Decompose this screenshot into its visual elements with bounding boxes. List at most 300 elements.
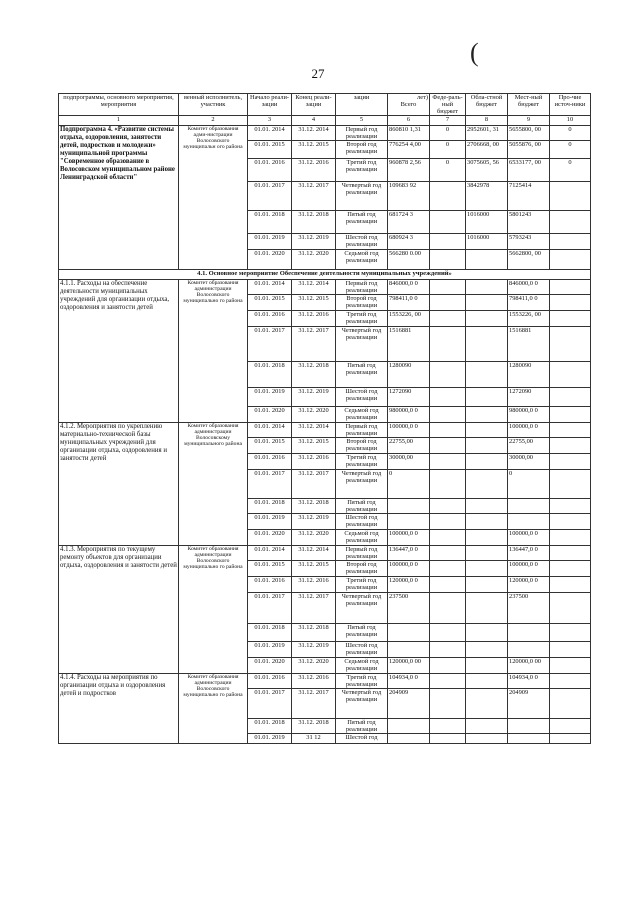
other-value (550, 658, 591, 674)
federal-value: 0 (430, 126, 466, 141)
header-years-label: лет) (417, 94, 428, 101)
other-value (550, 211, 591, 234)
local-value: 1280090 (508, 362, 550, 388)
federal-value (430, 327, 466, 362)
local-value (508, 499, 550, 514)
end-date: 31.12. 2019 (292, 388, 336, 407)
federal-value (430, 734, 466, 744)
regional-value (466, 561, 508, 577)
start-date: 01.01. 2017 (248, 327, 292, 362)
end-date: 31.12. 2020 (292, 658, 336, 674)
stage-label: Третий год реализации (336, 159, 388, 182)
regional-value: 3075605, 56 (466, 159, 508, 182)
start-date: 01.01. 2016 (248, 674, 292, 689)
start-date: 01.01. 2017 (248, 182, 292, 211)
end-date: 31.12. 2019 (292, 234, 336, 250)
table-row (59, 280, 591, 295)
federal-value (430, 388, 466, 407)
federal-value (430, 423, 466, 438)
column-number: 10 (550, 116, 591, 126)
local-value: 136447,0 0 (508, 546, 550, 561)
federal-value (430, 499, 466, 514)
stage-label: Шестой год реализации (336, 514, 388, 530)
local-value: 237500 (508, 593, 550, 624)
local-value: 120000,0 0 (508, 577, 550, 593)
end-date: 31.12. 2017 (292, 593, 336, 624)
other-value (550, 454, 591, 470)
federal-value: 0 (430, 159, 466, 182)
local-value (508, 642, 550, 658)
local-value: 204909 (508, 689, 550, 719)
stage-label: Седьмой год реализации (336, 250, 388, 270)
measure-name: 4.1.2. Мероприятия по укреплению материально-технической базы муниципальных учреждений для организации отдыха, оздоровления и занятости детей (59, 423, 179, 546)
start-date: 01.01. 2017 (248, 689, 292, 719)
other-value (550, 546, 591, 561)
stage-label: Третий год реализации (336, 454, 388, 470)
federal-value (430, 593, 466, 624)
other-value: 0 (550, 159, 591, 182)
total-value: 798411,0 0 (388, 295, 430, 311)
header-cell-federal: Феде-раль-ный бюджет (430, 94, 466, 116)
total-value: 30000,00 (388, 454, 430, 470)
start-date: 01.01. 2020 (248, 658, 292, 674)
regional-value (466, 470, 508, 499)
local-value: 7125414 (508, 182, 550, 211)
stage-label: Третий год реализации (336, 674, 388, 689)
start-date: 01.01. 2015 (248, 295, 292, 311)
stage-label: Первый год реализации (336, 280, 388, 295)
federal-value (430, 546, 466, 561)
start-date: 01.01. 2019 (248, 234, 292, 250)
measure-executor: Комитет образования администрации Волосовского муниципально го района (179, 674, 248, 744)
federal-value: 0 (430, 141, 466, 159)
start-date: 01.01. 2020 (248, 407, 292, 423)
federal-value (430, 561, 466, 577)
start-date: 01.01. 2018 (248, 499, 292, 514)
start-date: 01.01. 2016 (248, 577, 292, 593)
federal-value (430, 182, 466, 211)
federal-value (430, 530, 466, 546)
regional-value (466, 295, 508, 311)
local-value: 6533177, 00 (508, 159, 550, 182)
start-date: 01.01. 2014 (248, 546, 292, 561)
start-date: 01.01. 2014 (248, 126, 292, 141)
end-date: 31.12. 2014 (292, 546, 336, 561)
local-value: 846000,0 0 (508, 280, 550, 295)
regional-value (466, 388, 508, 407)
total-value: 22755,00 (388, 438, 430, 454)
start-date: 01.01. 2015 (248, 561, 292, 577)
stage-label: Пятый год реализации (336, 362, 388, 388)
total-value (388, 642, 430, 658)
header-cell-name: подпрограммы, основного мероприятия, мероприятия (59, 94, 179, 116)
total-value (388, 624, 430, 642)
start-date: 01.01. 2019 (248, 388, 292, 407)
other-value (550, 280, 591, 295)
measure-executor: Комитет образования администрации Волосовского муниципально го района (179, 280, 248, 423)
other-value (550, 327, 591, 362)
other-value (550, 674, 591, 689)
end-date: 31.12. 2016 (292, 159, 336, 182)
local-value: 100000,0 0 (508, 561, 550, 577)
measure-name: 4.1.1. Расходы на обеспечение деятельности муниципальных учреждений для организации отдыха, оздоровления и занятости детей (59, 280, 179, 423)
section-title: 4.1. Основное мероприятие Обеспечение деятельности муниципальных учреждений» (59, 270, 591, 280)
local-value: 22755,00 (508, 438, 550, 454)
header-cell-start: Начало реали-зации (248, 94, 292, 116)
regional-value (466, 499, 508, 514)
stage-label: Первый год реализации (336, 126, 388, 141)
other-value (550, 311, 591, 327)
other-value (550, 624, 591, 642)
regional-value (466, 362, 508, 388)
total-value: 1272090 (388, 388, 430, 407)
other-value (550, 577, 591, 593)
federal-value (430, 362, 466, 388)
federal-value (430, 689, 466, 719)
total-value (388, 734, 430, 744)
end-date: 31 12 (292, 734, 336, 744)
end-date: 31.12. 2020 (292, 407, 336, 423)
column-number: 9 (508, 116, 550, 126)
header-row (59, 94, 591, 116)
end-date: 31.12. 2015 (292, 438, 336, 454)
total-value: 204909 (388, 689, 430, 719)
column-number: 4 (292, 116, 336, 126)
header-cell-local: Мест-ный бюджет (508, 94, 550, 116)
end-date: 31.12. 2019 (292, 514, 336, 530)
stage-label: Третий год реализации (336, 311, 388, 327)
stage-label: Седьмой год реализации (336, 530, 388, 546)
local-value (508, 514, 550, 530)
header-cell-end: Конец реали-зации (292, 94, 336, 116)
measure-name: 4.1.4. Расходы на мероприятия по организации отдыха и оздоровления детей и подростков (59, 674, 179, 744)
end-date: 31.12. 2014 (292, 126, 336, 141)
regional-value (466, 689, 508, 719)
measure-executor: Комитет образования администрации Волосовскому муниципального района (179, 423, 248, 546)
table-row (59, 674, 591, 689)
regional-value: 2706668, 00 (466, 141, 508, 159)
table-row (59, 546, 591, 561)
stage-label: Первый год реализации (336, 546, 388, 561)
local-value: 980000,0 0 (508, 407, 550, 423)
regional-value: 3842978 (466, 182, 508, 211)
regional-value (466, 624, 508, 642)
table-row (59, 126, 591, 141)
end-date: 31.12. 2018 (292, 499, 336, 514)
subprogram-name: Подпрограмма 4. «Развитие системы отдыха, оздоровления, занятости детей, подростков и молодежи» муниципальной программы "Современное образование в Волосовском муниципальном районе Ленинградской области" (59, 126, 179, 270)
column-number-row (59, 116, 591, 126)
end-date: 31.12. 2017 (292, 470, 336, 499)
regional-value (466, 719, 508, 734)
total-value: 100000,0 0 (388, 530, 430, 546)
other-value (550, 362, 591, 388)
federal-value (430, 234, 466, 250)
local-value: 798411,0 0 (508, 295, 550, 311)
federal-value (430, 280, 466, 295)
stage-label: Пятый год реализации (336, 624, 388, 642)
column-number: 6 (388, 116, 430, 126)
regional-value: 1016000 (466, 234, 508, 250)
end-date: 31.12. 2015 (292, 561, 336, 577)
total-value: 109683 92 (388, 182, 430, 211)
other-value (550, 388, 591, 407)
end-date: 31.12. 2014 (292, 423, 336, 438)
regional-value (466, 546, 508, 561)
measure-executor: Комитет образования администрации Волосовского муниципально го района (179, 546, 248, 674)
start-date: 01.01. 2019 (248, 734, 292, 744)
start-date: 01.01. 2019 (248, 642, 292, 658)
local-value: 5793243 (508, 234, 550, 250)
start-date: 01.01. 2015 (248, 141, 292, 159)
stage-label: Второй год реализации (336, 438, 388, 454)
end-date: 31.12. 2015 (292, 295, 336, 311)
start-date: 01.01. 2017 (248, 470, 292, 499)
end-date: 31.12. 2017 (292, 182, 336, 211)
regional-value (466, 438, 508, 454)
stage-label: Четвертый год реализации (336, 593, 388, 624)
end-date: 31.12. 2017 (292, 327, 336, 362)
regional-value (466, 407, 508, 423)
other-value (550, 642, 591, 658)
end-date: 31.12. 2019 (292, 642, 336, 658)
local-value: 0 (508, 470, 550, 499)
other-value (550, 470, 591, 499)
start-date: 01.01. 2018 (248, 362, 292, 388)
stage-label: Пятый год реализации (336, 719, 388, 734)
start-date: 01.01. 2020 (248, 530, 292, 546)
local-value: 30000,00 (508, 454, 550, 470)
stage-label: Пятый год реализации (336, 211, 388, 234)
federal-value (430, 454, 466, 470)
other-value (550, 499, 591, 514)
federal-value (430, 642, 466, 658)
section-row (59, 270, 591, 280)
federal-value (430, 674, 466, 689)
other-value (550, 593, 591, 624)
end-date: 31.12. 2018 (292, 719, 336, 734)
regional-value (466, 530, 508, 546)
column-number: 3 (248, 116, 292, 126)
local-value: 5662800, 00 (508, 250, 550, 270)
total-value (388, 499, 430, 514)
other-value (550, 514, 591, 530)
other-value (550, 530, 591, 546)
start-date: 01.01. 2018 (248, 719, 292, 734)
local-value: 5055876, 00 (508, 141, 550, 159)
local-value (508, 719, 550, 734)
budget-table (58, 93, 591, 744)
local-value: 1272090 (508, 388, 550, 407)
stage-label: Седьмой год реализации (336, 407, 388, 423)
total-value (388, 719, 430, 734)
regional-value (466, 327, 508, 362)
regional-value (466, 311, 508, 327)
start-date: 01.01. 2018 (248, 211, 292, 234)
federal-value (430, 719, 466, 734)
end-date: 31.12. 2016 (292, 454, 336, 470)
local-value: 5655800, 00 (508, 126, 550, 141)
handwritten-paren-mark: ( (470, 38, 479, 67)
subprogram-executor: Комитет образования адми-нистрации Волосовского муниципальн ого района (179, 126, 248, 270)
total-value: 681724 3 (388, 211, 430, 234)
other-value (550, 561, 591, 577)
end-date: 31.12. 2017 (292, 689, 336, 719)
local-value: 120000,0 00 (508, 658, 550, 674)
stage-label: Второй год реализации (336, 561, 388, 577)
local-value: 100000,0 0 (508, 423, 550, 438)
total-value: 1280090 (388, 362, 430, 388)
start-date: 01.01. 2016 (248, 454, 292, 470)
federal-value (430, 577, 466, 593)
federal-value (430, 514, 466, 530)
regional-value (466, 423, 508, 438)
end-date: 31.12. 2016 (292, 311, 336, 327)
total-value (388, 514, 430, 530)
other-value (550, 182, 591, 211)
stage-label: Шестой год реализации (336, 234, 388, 250)
column-number: 1 (59, 116, 179, 126)
local-value (508, 734, 550, 744)
other-value (550, 734, 591, 744)
column-number: 8 (466, 116, 508, 126)
regional-value (466, 593, 508, 624)
total-value: 136447,0 0 (388, 546, 430, 561)
other-value (550, 689, 591, 719)
start-date: 01.01. 2016 (248, 311, 292, 327)
federal-value (430, 250, 466, 270)
total-value: 776254 4,00 (388, 141, 430, 159)
end-date: 31.12. 2016 (292, 674, 336, 689)
end-date: 31.12. 2020 (292, 250, 336, 270)
column-number: 2 (179, 116, 248, 126)
local-value: 100000,0 0 (508, 530, 550, 546)
column-number: 7 (430, 116, 466, 126)
stage-label: Четвертый год реализации (336, 470, 388, 499)
total-value: 100000,0 0 (388, 423, 430, 438)
federal-value (430, 295, 466, 311)
end-date: 31.12. 2020 (292, 530, 336, 546)
other-value (550, 407, 591, 423)
header-cell-other: Про-чие источ-ники (550, 94, 591, 116)
federal-value (430, 470, 466, 499)
end-date: 31.12. 2018 (292, 624, 336, 642)
total-value: 980000,0 0 (388, 407, 430, 423)
total-value: 1553226, 00 (388, 311, 430, 327)
federal-value (430, 658, 466, 674)
other-value (550, 438, 591, 454)
local-value: 104934,0 0 (508, 674, 550, 689)
other-value (550, 719, 591, 734)
column-number: 5 (336, 116, 388, 126)
total-value: 120000,0 00 (388, 658, 430, 674)
stage-label: Пятый год реализации (336, 499, 388, 514)
start-date: 01.01. 2020 (248, 250, 292, 270)
start-date: 01.01. 2017 (248, 593, 292, 624)
other-value (550, 250, 591, 270)
total-value: 680924 3 (388, 234, 430, 250)
regional-value (466, 734, 508, 744)
stage-label: Седьмой год реализации (336, 658, 388, 674)
stage-label: Шестой год реализации (336, 388, 388, 407)
total-value: 100000,0 0 (388, 561, 430, 577)
stage-label: Первый год реализации (336, 423, 388, 438)
federal-value (430, 438, 466, 454)
regional-value (466, 280, 508, 295)
regional-value (466, 577, 508, 593)
measure-name: 4.1.3. Мероприятия по текущему ремонту объектов для организации отдыха, оздоровления и занятости детей (59, 546, 179, 674)
total-value: 566280 0.00 (388, 250, 430, 270)
end-date: 31.12. 2018 (292, 362, 336, 388)
table-row (59, 423, 591, 438)
end-date: 31.12. 2014 (292, 280, 336, 295)
regional-value (466, 250, 508, 270)
federal-value (430, 311, 466, 327)
start-date: 01.01. 2016 (248, 159, 292, 182)
regional-value (466, 514, 508, 530)
total-value: 1516881 (388, 327, 430, 362)
federal-value (430, 211, 466, 234)
end-date: 31.12. 2018 (292, 211, 336, 234)
other-value (550, 234, 591, 250)
local-value (508, 624, 550, 642)
other-value (550, 423, 591, 438)
page-number: 27 (311, 66, 325, 81)
stage-label: Третий год реализации (336, 577, 388, 593)
local-value: 1553226, 00 (508, 311, 550, 327)
start-date: 01.01. 2018 (248, 624, 292, 642)
other-value: 0 (550, 141, 591, 159)
stage-label: Второй год реализации (336, 141, 388, 159)
federal-value (430, 407, 466, 423)
header-cell-executor: венный исполнитель, участник (179, 94, 248, 116)
total-value: 120000,0 0 (388, 577, 430, 593)
header-cell-total (388, 94, 430, 116)
stage-label: Шестой год (336, 734, 388, 744)
start-date: 01.01. 2019 (248, 514, 292, 530)
total-value: 846000,0 0 (388, 280, 430, 295)
header-total-label: Всего (400, 101, 417, 108)
regional-value (466, 454, 508, 470)
start-date: 01.01. 2014 (248, 423, 292, 438)
stage-label: Четвертый год реализации (336, 689, 388, 719)
total-value: 860810 1,31 (388, 126, 430, 141)
regional-value (466, 642, 508, 658)
total-value: 104934,0 0 (388, 674, 430, 689)
regional-value (466, 674, 508, 689)
regional-value: 2952601, 31 (466, 126, 508, 141)
total-value: 960878 2,56 (388, 159, 430, 182)
header-cell-regional: Обла-стной бюджет (466, 94, 508, 116)
federal-value (430, 624, 466, 642)
regional-value: 1016000 (466, 211, 508, 234)
total-value: 0 (388, 470, 430, 499)
end-date: 31.12. 2016 (292, 577, 336, 593)
stage-label: Четвертый год реализации (336, 182, 388, 211)
stage-label: Шестой год реализации (336, 642, 388, 658)
regional-value (466, 658, 508, 674)
start-date: 01.01. 2015 (248, 438, 292, 454)
other-value (550, 295, 591, 311)
end-date: 31.12. 2015 (292, 141, 336, 159)
header-cell-stage: зации (336, 94, 388, 116)
total-value: 237500 (388, 593, 430, 624)
stage-label: Второй год реализации (336, 295, 388, 311)
start-date: 01.01. 2014 (248, 280, 292, 295)
other-value: 0 (550, 126, 591, 141)
stage-label: Четвертый год реализации (336, 327, 388, 362)
local-value: 5801243 (508, 211, 550, 234)
local-value: 1516881 (508, 327, 550, 362)
